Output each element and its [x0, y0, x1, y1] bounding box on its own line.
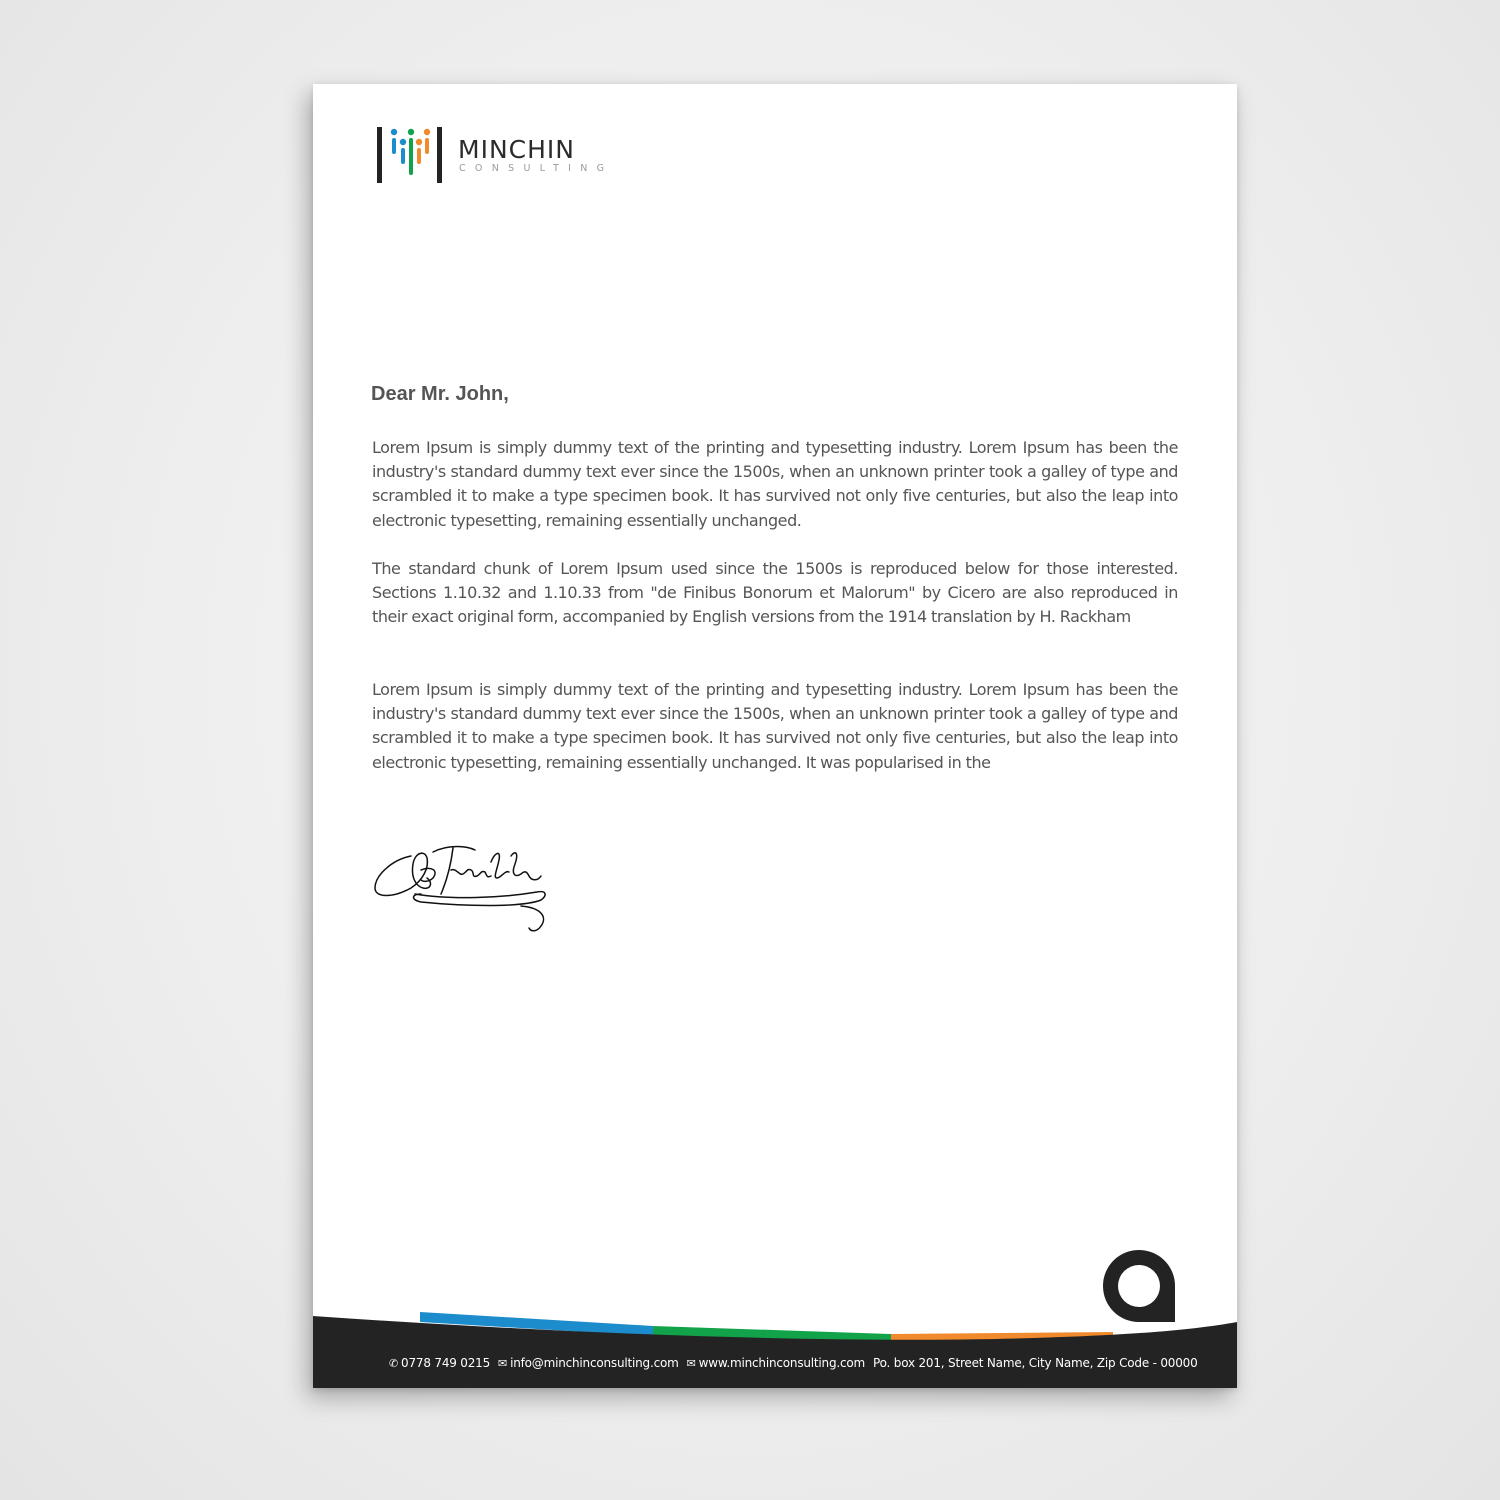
brand-tagline: CONSULTING: [459, 163, 614, 174]
logo-mark-icon: [375, 126, 455, 188]
company-logo: [375, 126, 615, 188]
email-text[interactable]: info@minchinconsulting.com: [510, 1356, 679, 1370]
website-text[interactable]: www.minchinconsulting.com: [698, 1356, 866, 1370]
salutation: Dear Mr. John,: [371, 383, 509, 405]
envelope-icon: ✉: [498, 1356, 508, 1370]
brand-name: MINCHIN: [458, 135, 575, 164]
footer-website[interactable]: [687, 1356, 865, 1370]
envelope-icon: ✉: [686, 1356, 696, 1370]
footer-band: [313, 1304, 1237, 1388]
handwritten-signature: [371, 842, 551, 937]
footer-email[interactable]: [498, 1356, 679, 1370]
body-paragraph-1: Lorem Ipsum is simply dummy text of the printing and typesetting industry. Lorem Ipsum has been the industry's standard dummy text ever since the 1500s, when an unknown printer took a galley of type and scrambled it to make a type specimen book. It has survived not only five centuries, but also the leap into electronic typesetting, remaining essentially unchanged.: [372, 438, 1178, 530]
address-text: Po. box 201, Street Name, City Name, Zip Code - 00000: [873, 1356, 1198, 1370]
footer-address: [873, 1356, 1198, 1370]
footer-phone: [389, 1356, 490, 1370]
letterhead-sheet: [313, 84, 1237, 1388]
body-paragraph-3: Lorem Ipsum is simply dummy text of the printing and typesetting industry. Lorem Ipsum has been the industry's standard dummy text ever since the 1500s, when an unknown printer took a galley of type and scrambled it to make a type specimen book. It has survived not only five centuries, but also the leap into electronic typesetting, remaining essentially unchanged. It was popularised in the: [372, 680, 1178, 772]
phone-text: 0778 749 0215: [401, 1356, 491, 1370]
body-paragraph-2: The standard chunk of Lorem Ipsum used since the 1500s is reproduced below for those interested. Sections 1.10.32 and 1.10.33 from "de Finibus Bonorum et Malorum" by Cicero are also reproduced in their exact original form, accompanied by English versions from the 1914 translation by H. Rackham: [372, 559, 1178, 627]
phone-icon: ✆: [389, 1356, 399, 1370]
footer-contact-bar: [389, 1356, 1219, 1370]
